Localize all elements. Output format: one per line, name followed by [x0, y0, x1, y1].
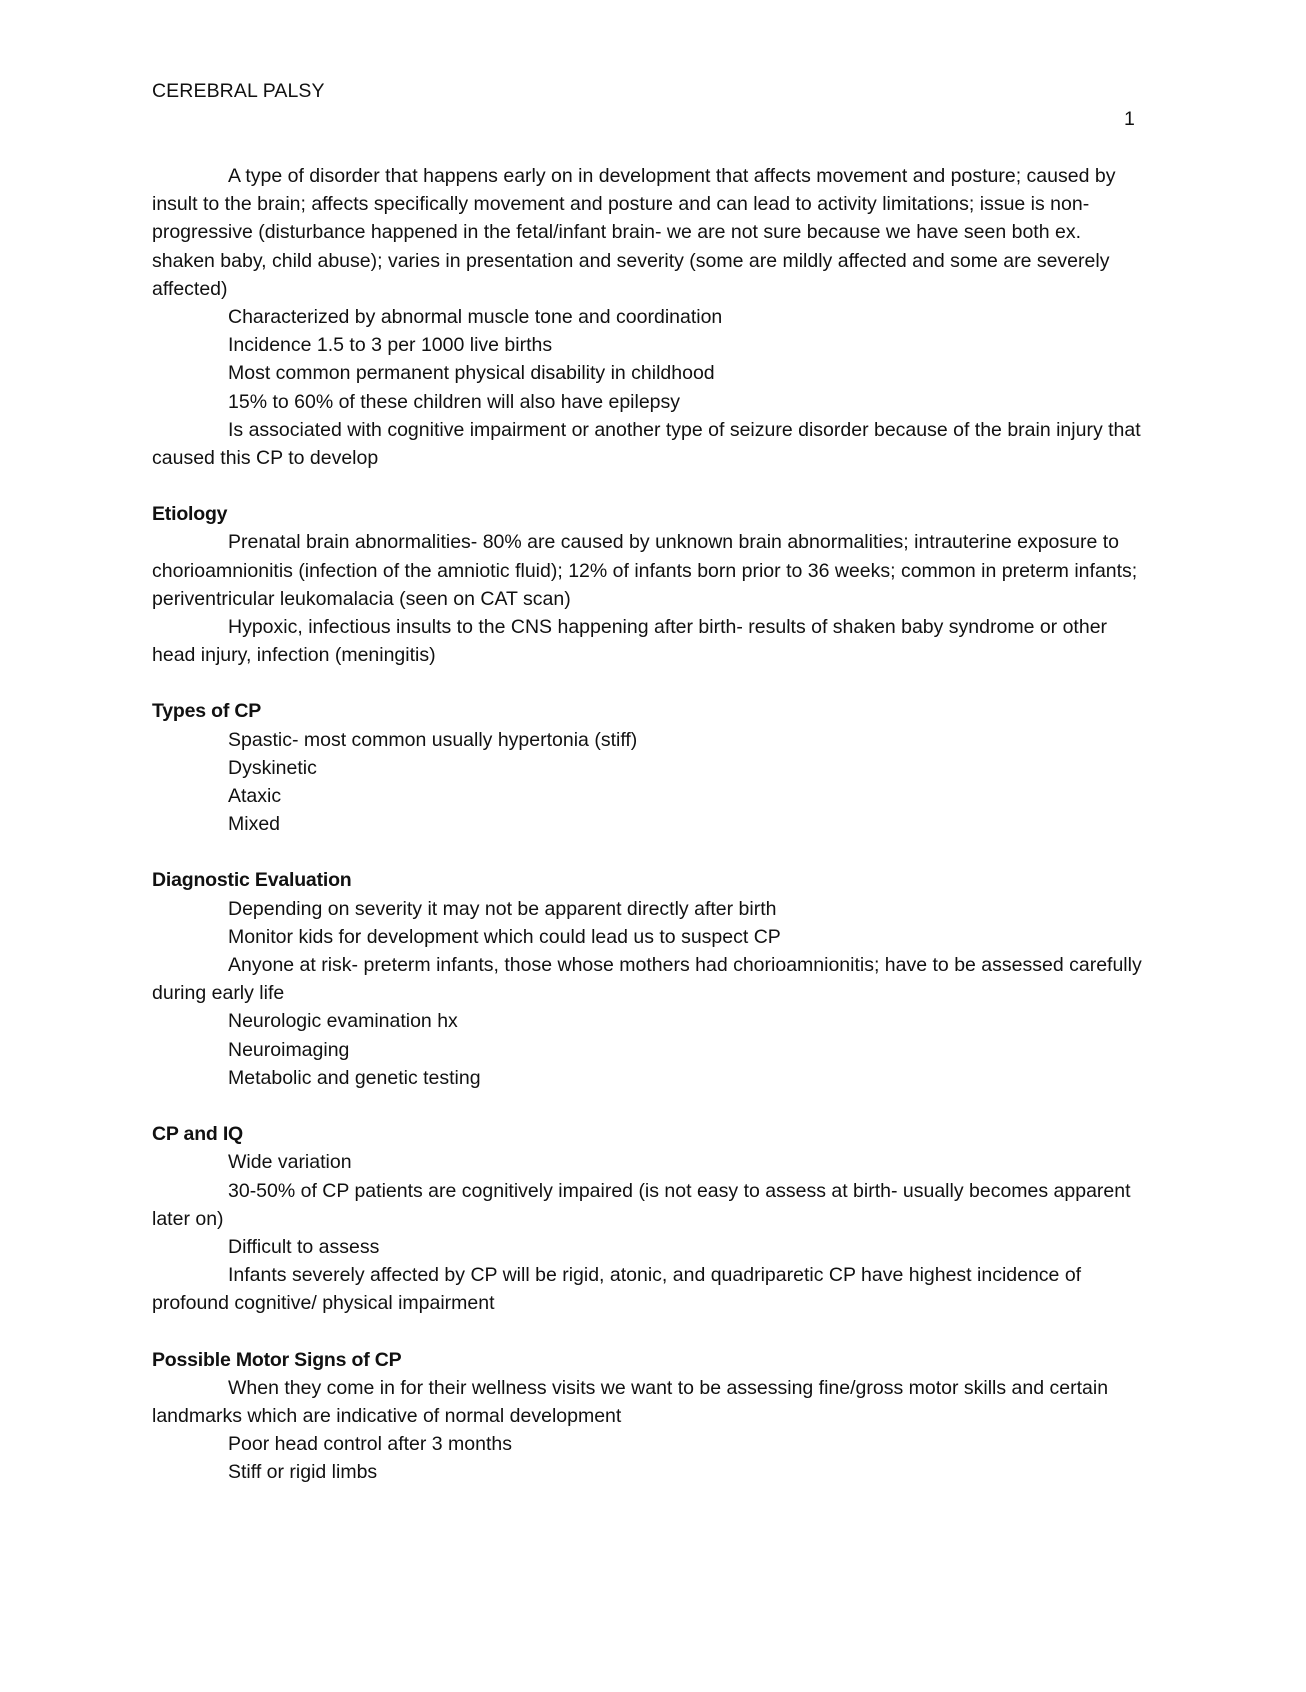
- section-paragraph: Stiff or rigid limbs: [228, 1461, 378, 1484]
- section-paragraph: Ataxic: [228, 785, 282, 808]
- section-heading-diagnostic-evaluation: Diagnostic Evaluation: [152, 869, 352, 892]
- intro-paragraph: Incidence 1.5 to 3 per 1000 live births: [228, 334, 553, 357]
- section-paragraph: Monitor kids for development which could lead us to suspect CP: [228, 925, 781, 948]
- section-heading-etiology: Etiology: [152, 503, 228, 526]
- section-paragraph: 30-50% of CP patients are cognitively impaired (is not easy to assess at birth- usually becomes apparent later on): [152, 1179, 1131, 1230]
- section-paragraph: Difficult to assess: [228, 1235, 380, 1258]
- section-heading-cp-and-iq: CP and IQ: [152, 1123, 244, 1146]
- section-paragraph: Mixed: [228, 813, 281, 836]
- section-paragraph: When they come in for their wellness visits we want to be assessing fine/gross motor skills and certain landmarks which are indicative of normal development: [152, 1376, 1109, 1427]
- section-paragraph: Poor head control after 3 months: [228, 1433, 512, 1456]
- section-paragraph: Neurologic evamination hx: [228, 1010, 458, 1033]
- intro-paragraph: 15% to 60% of these children will also have epilepsy: [228, 390, 681, 413]
- section-heading-types-of-cp: Types of CP: [152, 700, 262, 723]
- section-paragraph: Anyone at risk- preterm infants, those whose mothers had chorioamnionitis; have to be assessed carefully during early life: [152, 954, 1142, 1005]
- section-paragraph: Spastic- most common usually hypertonia (stiff): [228, 728, 638, 751]
- section-paragraph: Wide variation: [228, 1151, 352, 1174]
- section-paragraph: Dyskinetic: [228, 756, 317, 779]
- running-head: CEREBRAL PALSY: [152, 80, 325, 102]
- section-paragraph: Metabolic and genetic testing: [228, 1066, 481, 1089]
- section-paragraph: Prenatal brain abnormalities- 80% are caused by unknown brain abnormalities; intrauterine exposure to chorioamnionitis (infection of the amniotic fluid); 12% of infants born prior to 36 weeks; common in preterm infants; periventricular leukomalacia (seen on CAT scan): [152, 531, 1138, 610]
- section-paragraph: Infants severely affected by CP will be rigid, atonic, and quadriparetic CP have highest incidence of profound cognitive/ physical impairment: [152, 1264, 1082, 1315]
- section-paragraph: Neuroimaging: [228, 1038, 350, 1061]
- section-paragraph: Depending on severity it may not be apparent directly after birth: [228, 897, 777, 920]
- intro-paragraph: Most common permanent physical disability in childhood: [228, 362, 715, 385]
- document-body: [152, 162, 1142, 1487]
- section-heading-possible-motor-signs: Possible Motor Signs of CP: [152, 1348, 402, 1371]
- page-number: 1: [1124, 108, 1135, 130]
- section-paragraph: Hypoxic, infectious insults to the CNS happening after birth- results of shaken baby syndrome or other head injury, infection (meningitis): [152, 616, 1108, 667]
- intro-paragraph: Characterized by abnormal muscle tone and coordination: [228, 306, 723, 329]
- intro-paragraph: A type of disorder that happens early on in development that affects movement and posture; caused by insult to the brain; affects specifically movement and posture and can lead to activity limitations; issue is non-progressive (disturbance happened in the fetal/infant brain- we are not sure because we have seen both ex. shaken baby, child abuse); varies in presentation and severity (some are mildly affected and some are severely affected): [152, 165, 1116, 300]
- intro-paragraph: Is associated with cognitive impairment or another type of seizure disorder because of the brain injury that caused this CP to develop: [152, 418, 1141, 470]
